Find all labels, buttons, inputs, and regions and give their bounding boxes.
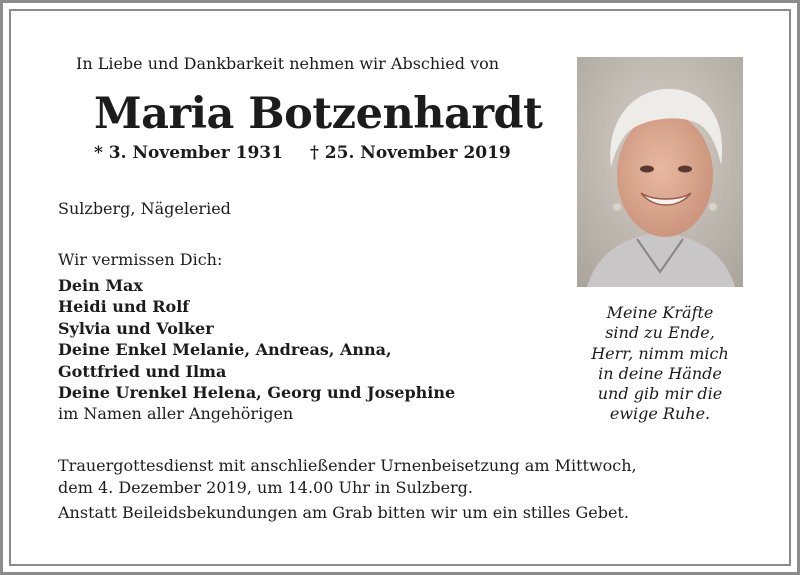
mourner-line: Gottfried und Ilma <box>58 361 227 381</box>
poem-line: und gib mir die <box>597 384 723 404</box>
residence-place: Sulzberg, Nägeleried <box>58 199 231 218</box>
mourner-line: im Namen aller Angehörigen <box>58 404 294 424</box>
mourner-line: Deine Enkel Melanie, Andreas, Anna, <box>58 340 392 360</box>
mourner-line: Heidi und Rolf <box>58 297 190 317</box>
service-notice <box>58 455 718 499</box>
mourners-list <box>58 275 558 425</box>
poem-verse <box>575 303 745 425</box>
prayer-request: Anstatt Beileidsbekundungen am Grab bitten wir um ein stilles Gebet. <box>58 503 629 522</box>
miss-heading: Wir vermissen Dich: <box>58 250 223 269</box>
portrait-photo <box>577 57 743 287</box>
poem-line: Meine Kräfte <box>606 303 714 322</box>
mourner-line: Sylvia und Volker <box>58 318 214 338</box>
poem-line: Herr, nimm mich <box>591 343 729 363</box>
birth-date: * 3. November 1931 <box>94 143 283 163</box>
service-notice-line: dem 4. Dezember 2019, um 14.00 Uhr in Sulzberg. <box>58 478 474 497</box>
intro-text: In Liebe und Dankbarkeit nehmen wir Abschied von <box>76 54 500 73</box>
deceased-name: Maria Botzenhardt <box>94 89 543 139</box>
poem-line: ewige Ruhe. <box>609 404 711 424</box>
mourner-line: Deine Urenkel Helena, Georg und Josephine <box>58 383 456 403</box>
poem-line: in deine Hände <box>598 363 722 383</box>
portrait-illustration <box>577 57 743 287</box>
poem-line: sind zu Ende, <box>605 323 715 343</box>
death-date: † 25. November 2019 <box>310 143 511 163</box>
mourner-line: Dein Max <box>58 276 143 295</box>
service-notice-line: Trauergottesdienst mit anschließender Urnenbeisetzung am Mittwoch, <box>58 456 637 475</box>
